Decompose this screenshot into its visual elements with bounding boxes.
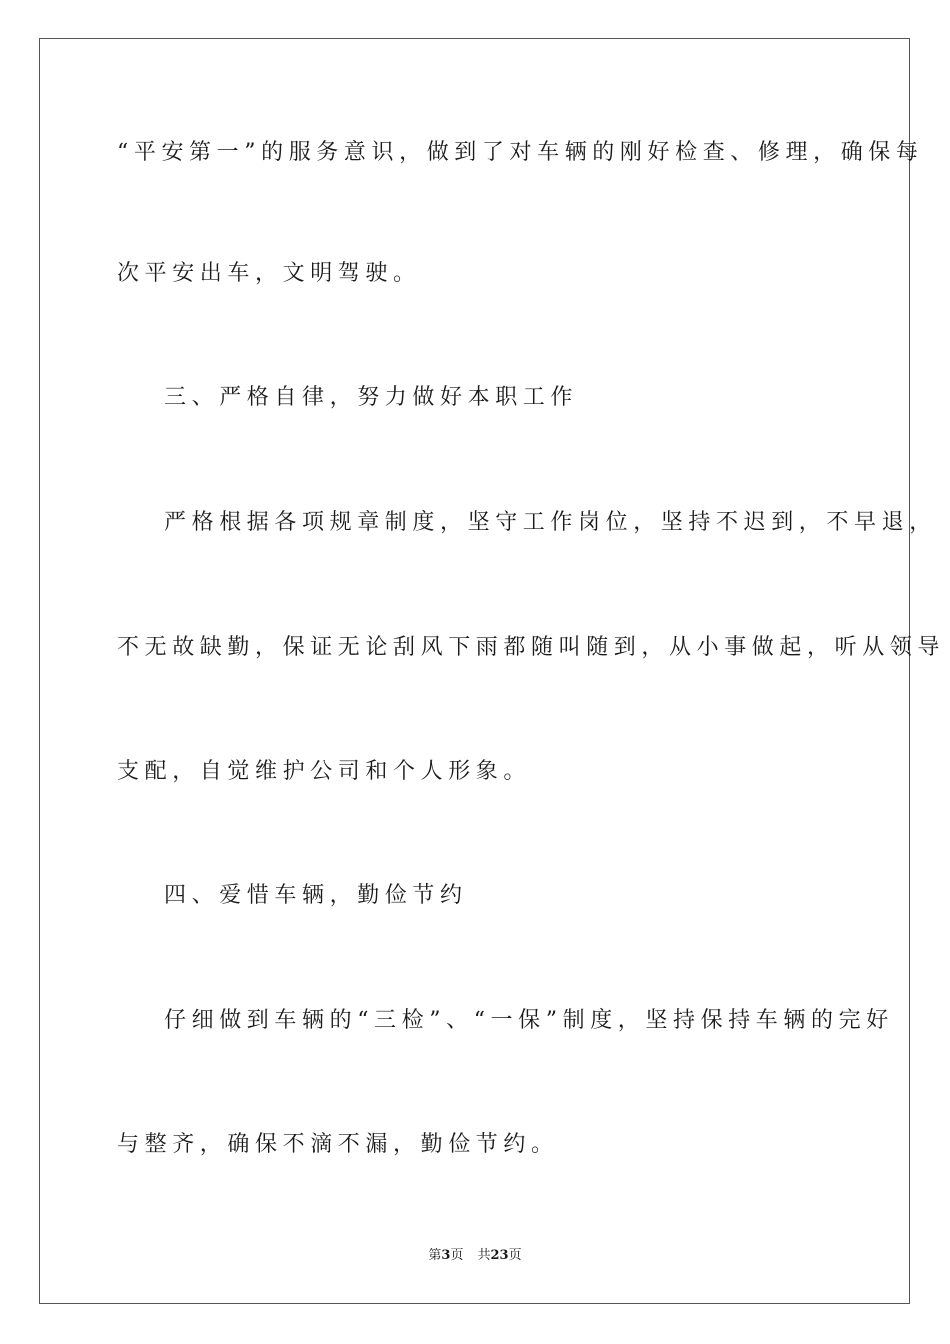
page-footer bbox=[0, 1247, 950, 1265]
total-prefix: 共 bbox=[477, 1248, 491, 1263]
page-prefix: 第 bbox=[428, 1248, 442, 1263]
section-heading-3: 三、严格自律，努力做好本职工作 bbox=[164, 385, 579, 410]
section-heading-4: 四、爱惜车辆，勤俭节约 bbox=[164, 883, 468, 908]
page-suffix: 页 bbox=[450, 1248, 464, 1263]
text-line-2: 次平安出车，文明驾驶。 bbox=[117, 261, 421, 286]
text-line-5: 不无故缺勤，保证无论刮风下雨都随叫随到，从小事做起，听从领导 bbox=[117, 635, 946, 660]
text-line-9: 与整齐，确保不滴不漏，勤俭节约。 bbox=[117, 1132, 559, 1157]
text-line-6: 支配，自觉维护公司和个人形象。 bbox=[117, 759, 532, 784]
total-pages: 23 bbox=[490, 1248, 509, 1263]
text-line-1: “平安第一”的服务意识，做到了对车辆的刚好检查、修理，确保每 bbox=[117, 140, 924, 165]
page-frame bbox=[39, 38, 910, 1304]
text-line-8: 仔细做到车辆的“三检”、“一保”制度，坚持保持车辆的完好 bbox=[164, 1008, 894, 1033]
page-number: 3 bbox=[441, 1248, 451, 1263]
total-suffix: 页 bbox=[508, 1248, 522, 1263]
text-line-4: 严格根据各项规章制度，坚守工作岗位，坚持不迟到，不早退， bbox=[164, 510, 937, 535]
